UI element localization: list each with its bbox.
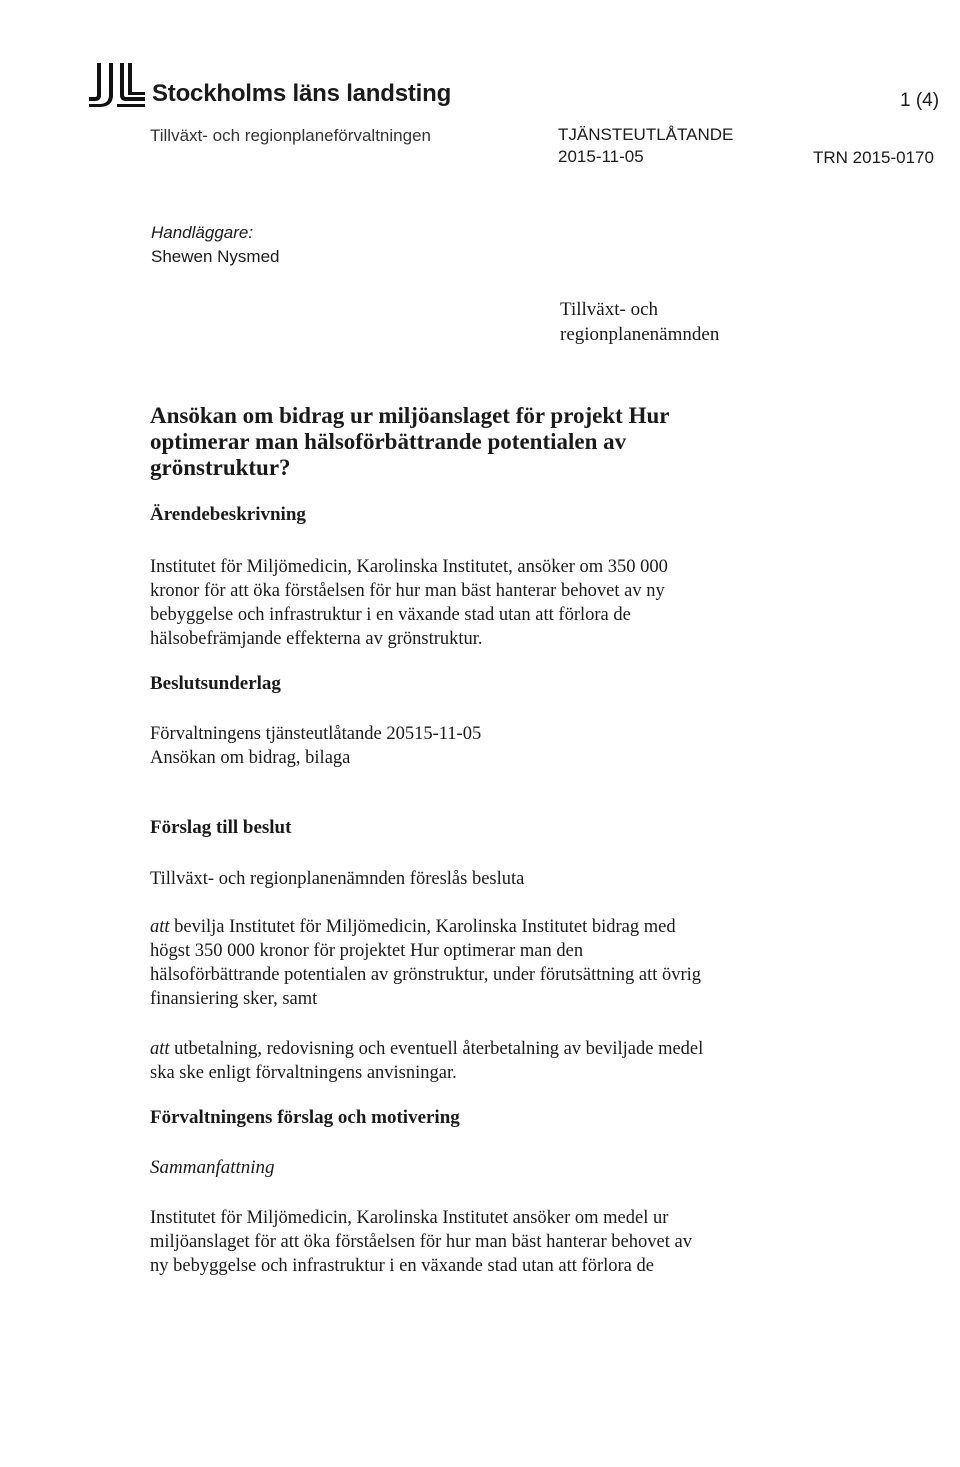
sammanfattning-paragraph <box>150 1206 692 1278</box>
decision-point-1 <box>150 915 701 1011</box>
section-heading-arendebeskrivning: Ärendebeskrivning <box>150 504 306 525</box>
document-type: TJÄNSTEUTLÅTANDE <box>558 125 734 144</box>
paragraph-line: finansiering sker, samt <box>150 989 318 1009</box>
recipient-line: Tillväxt- och <box>560 299 658 320</box>
paragraph-line: Institutet för Miljömedicin, Karolinska Institutet ansöker om medel ur <box>150 1208 669 1228</box>
title-line: Ansökan om bidrag ur miljöanslaget för projekt Hur <box>150 403 670 428</box>
paragraph-line: kronor för att öka förståelsen för hur man bäst hanterar behovet av ny <box>150 581 665 601</box>
arendebeskrivning-paragraph <box>150 555 668 651</box>
paragraph-line: hälsoförbättrande potentialen av grönstruktur, under förutsättning att övrig <box>150 965 702 985</box>
title-line: grönstruktur? <box>150 455 291 480</box>
recipient-line: regionplanenämnden <box>560 324 720 345</box>
sll-logo-icon <box>87 61 147 107</box>
department: Tillväxt- och regionplaneförvaltningen <box>150 126 431 145</box>
section-heading-beslutsunderlag: Beslutsunderlag <box>150 673 281 694</box>
paragraph-line: Institutet för Miljömedicin, Karolinska Institutet, ansöker om 350 000 <box>150 557 668 577</box>
paragraph-line: bebyggelse och infrastruktur i en växande stad utan att förlora de <box>150 605 631 625</box>
org-name: Stockholms läns landsting <box>152 80 452 107</box>
section-heading-forslag: Förslag till beslut <box>150 817 292 838</box>
paragraph-line <box>150 1037 703 1061</box>
line-text: utbetalning, redovisning och eventuell återbetalning av beviljade medel <box>169 1039 704 1059</box>
page-number: 1 (4) <box>900 90 940 111</box>
section-heading-motivering: Förvaltningens förslag och motivering <box>150 1107 460 1128</box>
line-text: bevilja Institutet för Miljömedicin, Karolinska Institutet bidrag med <box>169 917 676 937</box>
subheading-sammanfattning: Sammanfattning <box>150 1157 275 1178</box>
paragraph-line: högst 350 000 kronor för projektet Hur optimerar man den <box>150 941 584 961</box>
handler-label: Handläggare: <box>151 223 254 242</box>
att-word: att <box>150 1039 170 1059</box>
paragraph-line: ny bebyggelse och infrastruktur i en växande stad utan att förlora de <box>150 1256 654 1276</box>
beslutsunderlag-list <box>150 722 481 770</box>
document-title <box>150 403 830 481</box>
att-word: att <box>150 917 170 937</box>
paragraph-line: miljöanslaget för att öka förståelsen för hur man bäst hanterar behovet av <box>150 1232 692 1252</box>
document-date: 2015-11-05 <box>558 147 644 166</box>
recipient <box>560 297 719 347</box>
paragraph-line: ska ske enligt förvaltningens anvisningar. <box>150 1063 457 1083</box>
attachment-item: Förvaltningens tjänsteutlåtande 20515-11-05 <box>150 724 482 744</box>
document-reference: TRN 2015-0170 <box>813 148 934 167</box>
paragraph-line: hälsobefrämjande effekterna av grönstruktur. <box>150 629 483 649</box>
decision-point-2 <box>150 1037 703 1085</box>
forslag-intro: Tillväxt- och regionplanenämnden föreslås besluta <box>150 869 525 889</box>
title-line: optimerar man hälsoförbättrande potentialen av <box>150 429 627 454</box>
attachment-item: Ansökan om bidrag, bilaga <box>150 748 351 768</box>
handler-name: Shewen Nysmed <box>151 247 280 266</box>
paragraph-line <box>150 915 701 939</box>
